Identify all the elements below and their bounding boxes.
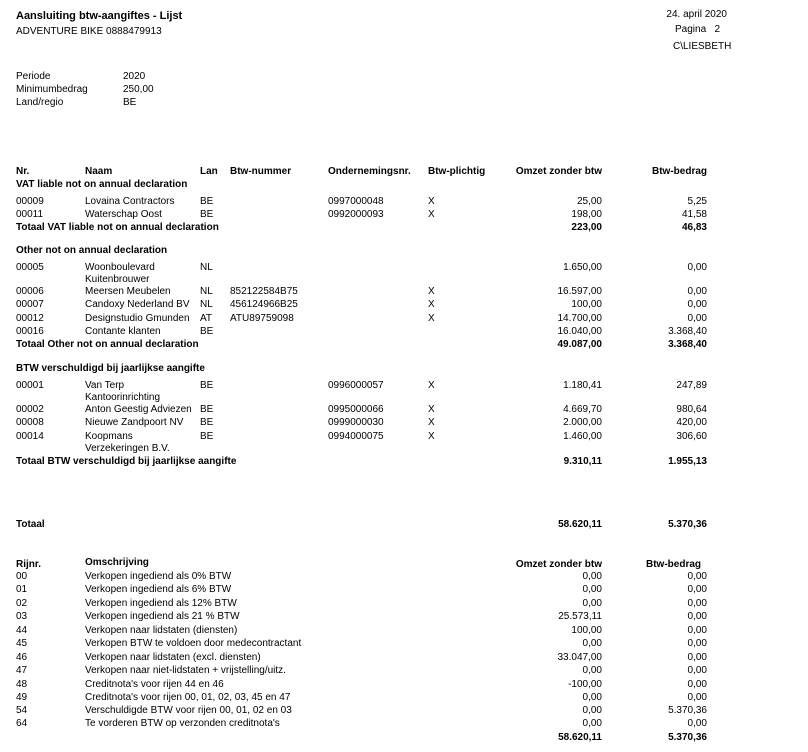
group-total-label: Totaal VAT liable not on annual declaration [16,222,219,233]
grand-total-label: Totaal [16,519,45,530]
detail-omschrijving: Verkopen naar niet-lidstaten + vrijstelling/uitz. [85,665,286,676]
detail-btw-bedrag: 0,00 [687,611,707,622]
group-total-label: Totaal Other not on annual declaration [16,339,199,350]
cell-btw-plichtig: X [428,431,435,442]
cell-btw-plichtig: X [428,299,435,310]
cell-ondernemingsnr: 0992000093 [328,209,384,220]
detail-rijnr: 44 [16,625,28,636]
cell-nr: 00007 [16,299,44,310]
detail-omzet: 33.047,00 [557,652,602,663]
cell-naam: Meersen Meubelen [85,286,171,297]
cell-btw-plichtig: X [428,196,435,207]
detail-btw-bedrag: 0,00 [687,718,707,729]
col-detail-btw-bedrag: Btw-bedrag [646,559,701,570]
page-indicator [675,24,720,36]
detail-header-row [0,557,808,570]
detail-row [0,611,808,624]
filter-value-minimumbedrag: 250,00 [123,84,154,95]
detail-rijnr: 47 [16,665,28,676]
table-row [0,326,808,339]
detail-omzet: 100,00 [571,625,602,636]
cell-nr: 00014 [16,431,44,442]
detail-omschrijving: Verkopen BTW te voldoen door medecontractant [85,638,302,649]
cell-btw-bedrag: 247,89 [676,380,707,391]
cell-nr: 00012 [16,313,44,324]
cell-omzet: 1.460,00 [563,431,602,442]
cell-nr: 00006 [16,286,44,297]
detail-row [0,665,808,678]
cell-naam-line2: Kuitenbrouwer [85,274,150,285]
table-row [0,286,808,299]
detail-total-btw: 5.370,36 [668,732,707,743]
detail-omschrijving: Verkopen naar lidstaten (excl. diensten) [85,652,261,663]
cell-btw-nummer: ATU89759098 [230,313,294,324]
detail-omschrijving: Verschuldigde BTW voor rijen 00, 01, 02 en 03 [85,705,292,716]
detail-omzet: 0,00 [582,584,602,595]
cell-btw-bedrag: 0,00 [687,313,707,324]
cell-btw-nummer: 852122584B75 [230,286,298,297]
col-omzet: Omzet zonder btw [515,166,602,177]
cell-land: BE [200,326,214,337]
cell-omzet: 2.000,00 [563,417,602,428]
detail-omzet: 0,00 [582,638,602,649]
table-row [0,262,808,288]
cell-naam: Van Terp [85,380,125,391]
cell-nr: 00011 [16,209,44,220]
cell-land: BE [200,404,214,415]
page-label: Pagina [675,24,707,35]
group-total-row [0,222,808,235]
table-row [0,380,808,406]
report-title: Aansluiting btw-aangiftes - Lijst [16,10,183,22]
detail-omschrijving: Verkopen ingediend als 6% BTW [85,584,232,595]
cell-omzet: 1.180,41 [563,380,602,391]
col-land: Lan [200,166,218,177]
group-total-row [0,339,808,352]
cell-omzet: 16.597,00 [557,286,602,297]
detail-total-omzet: 58.620,11 [558,732,602,743]
col-nr: Nr. [16,166,30,177]
detail-omschrijving: Verkopen ingediend als 12% BTW [85,598,237,609]
cell-naam: Candoxy Nederland BV [85,299,190,310]
detail-rijnr: 00 [16,571,28,582]
detail-row [0,692,808,705]
detail-omzet: 0,00 [582,665,602,676]
detail-omschrijving: Verkopen naar lidstaten (diensten) [85,625,238,636]
filter-label-periode: Periode [16,71,51,82]
cell-nr: 00016 [16,326,44,337]
detail-btw-bedrag: 0,00 [687,652,707,663]
col-detail-omzet: Omzet zonder btw [515,559,602,570]
grand-total-btw: 5.370,36 [668,519,707,530]
cell-omzet: 1.650,00 [563,262,602,273]
detail-btw-bedrag: 0,00 [687,598,707,609]
detail-omzet: 0,00 [582,692,602,703]
table-row [0,313,808,326]
detail-omschrijving: Te vorderen BTW op verzonden creditnota's [85,718,280,729]
detail-omzet: 25.573,11 [558,611,602,622]
detail-row [0,598,808,611]
detail-rijnr: 49 [16,692,28,703]
group-total-omzet: 49.087,00 [557,339,602,350]
table-row [0,417,808,430]
detail-row [0,705,808,718]
cell-land: AT [200,313,213,324]
filter-label-land: Land/regio [16,97,64,108]
cell-omzet: 100,00 [571,299,602,310]
filter-value-periode: 2020 [123,71,146,82]
table-row [0,431,808,457]
cell-land: BE [200,380,214,391]
detail-omschrijving: Creditnota's voor rijen 44 en 46 [85,679,224,690]
cell-btw-plichtig: X [428,286,435,297]
cell-btw-bedrag: 306,60 [676,431,707,442]
cell-naam: Waterschap Oost [85,209,162,220]
group-total-label: Totaal BTW verschuldigd bij jaarlijkse aangifte [16,456,237,467]
detail-row [0,571,808,584]
cell-land: NL [200,299,213,310]
cell-nr: 00008 [16,417,44,428]
cell-btw-bedrag: 3.368,40 [668,326,707,337]
cell-btw-bedrag: 41,58 [681,209,707,220]
detail-rijnr: 64 [16,718,28,729]
table-row [0,209,808,222]
filter-label-minimumbedrag: Minimumbedrag [16,84,88,95]
detail-omzet: 0,00 [582,705,602,716]
detail-row [0,584,808,597]
detail-btw-bedrag: 0,00 [687,571,707,582]
cell-omzet: 16.040,00 [557,326,602,337]
detail-btw-bedrag: 0,00 [687,625,707,636]
cell-land: BE [200,209,214,220]
filter-value-land: BE [123,97,137,108]
col-omschrijving: Omschrijving [85,557,149,568]
detail-omschrijving: Verkopen ingediend als 0% BTW [85,571,232,582]
detail-rijnr: 01 [16,584,28,595]
grand-total-row [0,519,808,532]
cell-nr: 00002 [16,404,44,415]
group-total-btw: 1.955,13 [668,456,707,467]
detail-row [0,652,808,665]
col-ondernemingsnr: Ondernemingsnr. [328,166,411,177]
cell-land: BE [200,431,214,442]
detail-total-row [0,732,808,745]
detail-btw-bedrag: 0,00 [687,665,707,676]
table-row [0,404,808,417]
col-btw-nummer: Btw-nummer [230,166,292,177]
detail-row [0,718,808,731]
cell-btw-plichtig: X [428,313,435,324]
detail-rijnr: 02 [16,598,28,609]
cell-naam: Nieuwe Zandpoort NV [85,417,184,428]
col-naam: Naam [85,166,113,177]
company-name: ADVENTURE BIKE 0888479913 [16,26,162,37]
page-number: 2 [714,24,721,35]
detail-btw-bedrag: 0,00 [687,679,707,690]
detail-omzet: 0,00 [582,718,602,729]
cell-btw-plichtig: X [428,380,435,391]
cell-naam: Lovaina Contractors [85,196,175,207]
group-total-btw: 3.368,40 [668,339,707,350]
cell-ondernemingsnr: 0995000066 [328,404,384,415]
cell-land: BE [200,196,214,207]
grand-total-omzet: 58.620,11 [558,519,602,530]
cell-naam: Koopmans [85,431,133,442]
detail-omzet: 0,00 [582,598,602,609]
detail-row [0,638,808,651]
cell-btw-bedrag: 980,64 [676,404,707,415]
user-name: C\LIESBETH [673,41,732,52]
cell-omzet: 4.669,70 [563,404,602,415]
detail-btw-bedrag: 0,00 [687,638,707,649]
cell-omzet: 14.700,00 [557,313,602,324]
cell-land: BE [200,417,214,428]
cell-btw-plichtig: X [428,209,435,220]
cell-nr: 00001 [16,380,44,391]
cell-btw-bedrag: 5,25 [687,196,707,207]
cell-btw-bedrag: 420,00 [676,417,707,428]
detail-omschrijving: Creditnota's voor rijen 00, 01, 02, 03, 45 en 47 [85,692,291,703]
cell-btw-bedrag: 0,00 [687,299,707,310]
cell-omzet: 25,00 [576,196,602,207]
cell-btw-plichtig: X [428,404,435,415]
detail-omzet: -100,00 [568,679,602,690]
detail-row [0,625,808,638]
cell-ondernemingsnr: 0996000057 [328,380,384,391]
detail-row [0,679,808,692]
detail-rijnr: 45 [16,638,28,649]
cell-naam: Contante klanten [85,326,161,337]
cell-ondernemingsnr: 0994000075 [328,431,384,442]
detail-rijnr: 48 [16,679,28,690]
group-title: VAT liable not on annual declaration [16,179,188,190]
detail-rijnr: 46 [16,652,28,663]
col-btw-bedrag: Btw-bedrag [652,166,707,177]
cell-naam: Woonboulevard [85,262,155,273]
detail-omzet: 0,00 [582,571,602,582]
group-title: BTW verschuldigd bij jaarlijkse aangifte [16,363,205,374]
cell-nr: 00005 [16,262,44,273]
cell-btw-bedrag: 0,00 [687,286,707,297]
cell-naam: Anton Geestig Adviezen [85,404,192,415]
detail-btw-bedrag: 0,00 [687,692,707,703]
group-total-omzet: 9.310,11 [563,456,602,467]
detail-btw-bedrag: 0,00 [687,584,707,595]
table-row [0,299,808,312]
column-header-row [0,166,808,179]
cell-ondernemingsnr: 0999000030 [328,417,384,428]
detail-rijnr: 54 [16,705,28,716]
cell-btw-nummer: 456124966B25 [230,299,298,310]
cell-naam-line2: Kantoorinrichting [85,392,161,403]
table-row [0,196,808,209]
group-total-row [0,456,808,469]
cell-btw-plichtig: X [428,417,435,428]
cell-btw-bedrag: 0,00 [687,262,707,273]
cell-nr: 00009 [16,196,44,207]
cell-ondernemingsnr: 0997000048 [328,196,384,207]
group-title: Other not on annual declaration [16,245,168,256]
detail-rijnr: 03 [16,611,28,622]
cell-omzet: 198,00 [571,209,602,220]
col-rijnr: Rijnr. [16,559,42,570]
group-total-btw: 46,83 [681,222,707,233]
detail-btw-bedrag: 5.370,36 [668,705,707,716]
detail-omschrijving: Verkopen ingediend als 21 % BTW [85,611,240,622]
col-btw-plichtig: Btw-plichtig [428,166,486,177]
group-total-omzet: 223,00 [571,222,602,233]
cell-land: NL [200,262,213,273]
cell-naam: Designstudio Gmunden [85,313,190,324]
cell-naam-line2: Verzekeringen B.V. [85,443,170,454]
report-date: 24. april 2020 [666,9,727,20]
cell-land: NL [200,286,213,297]
